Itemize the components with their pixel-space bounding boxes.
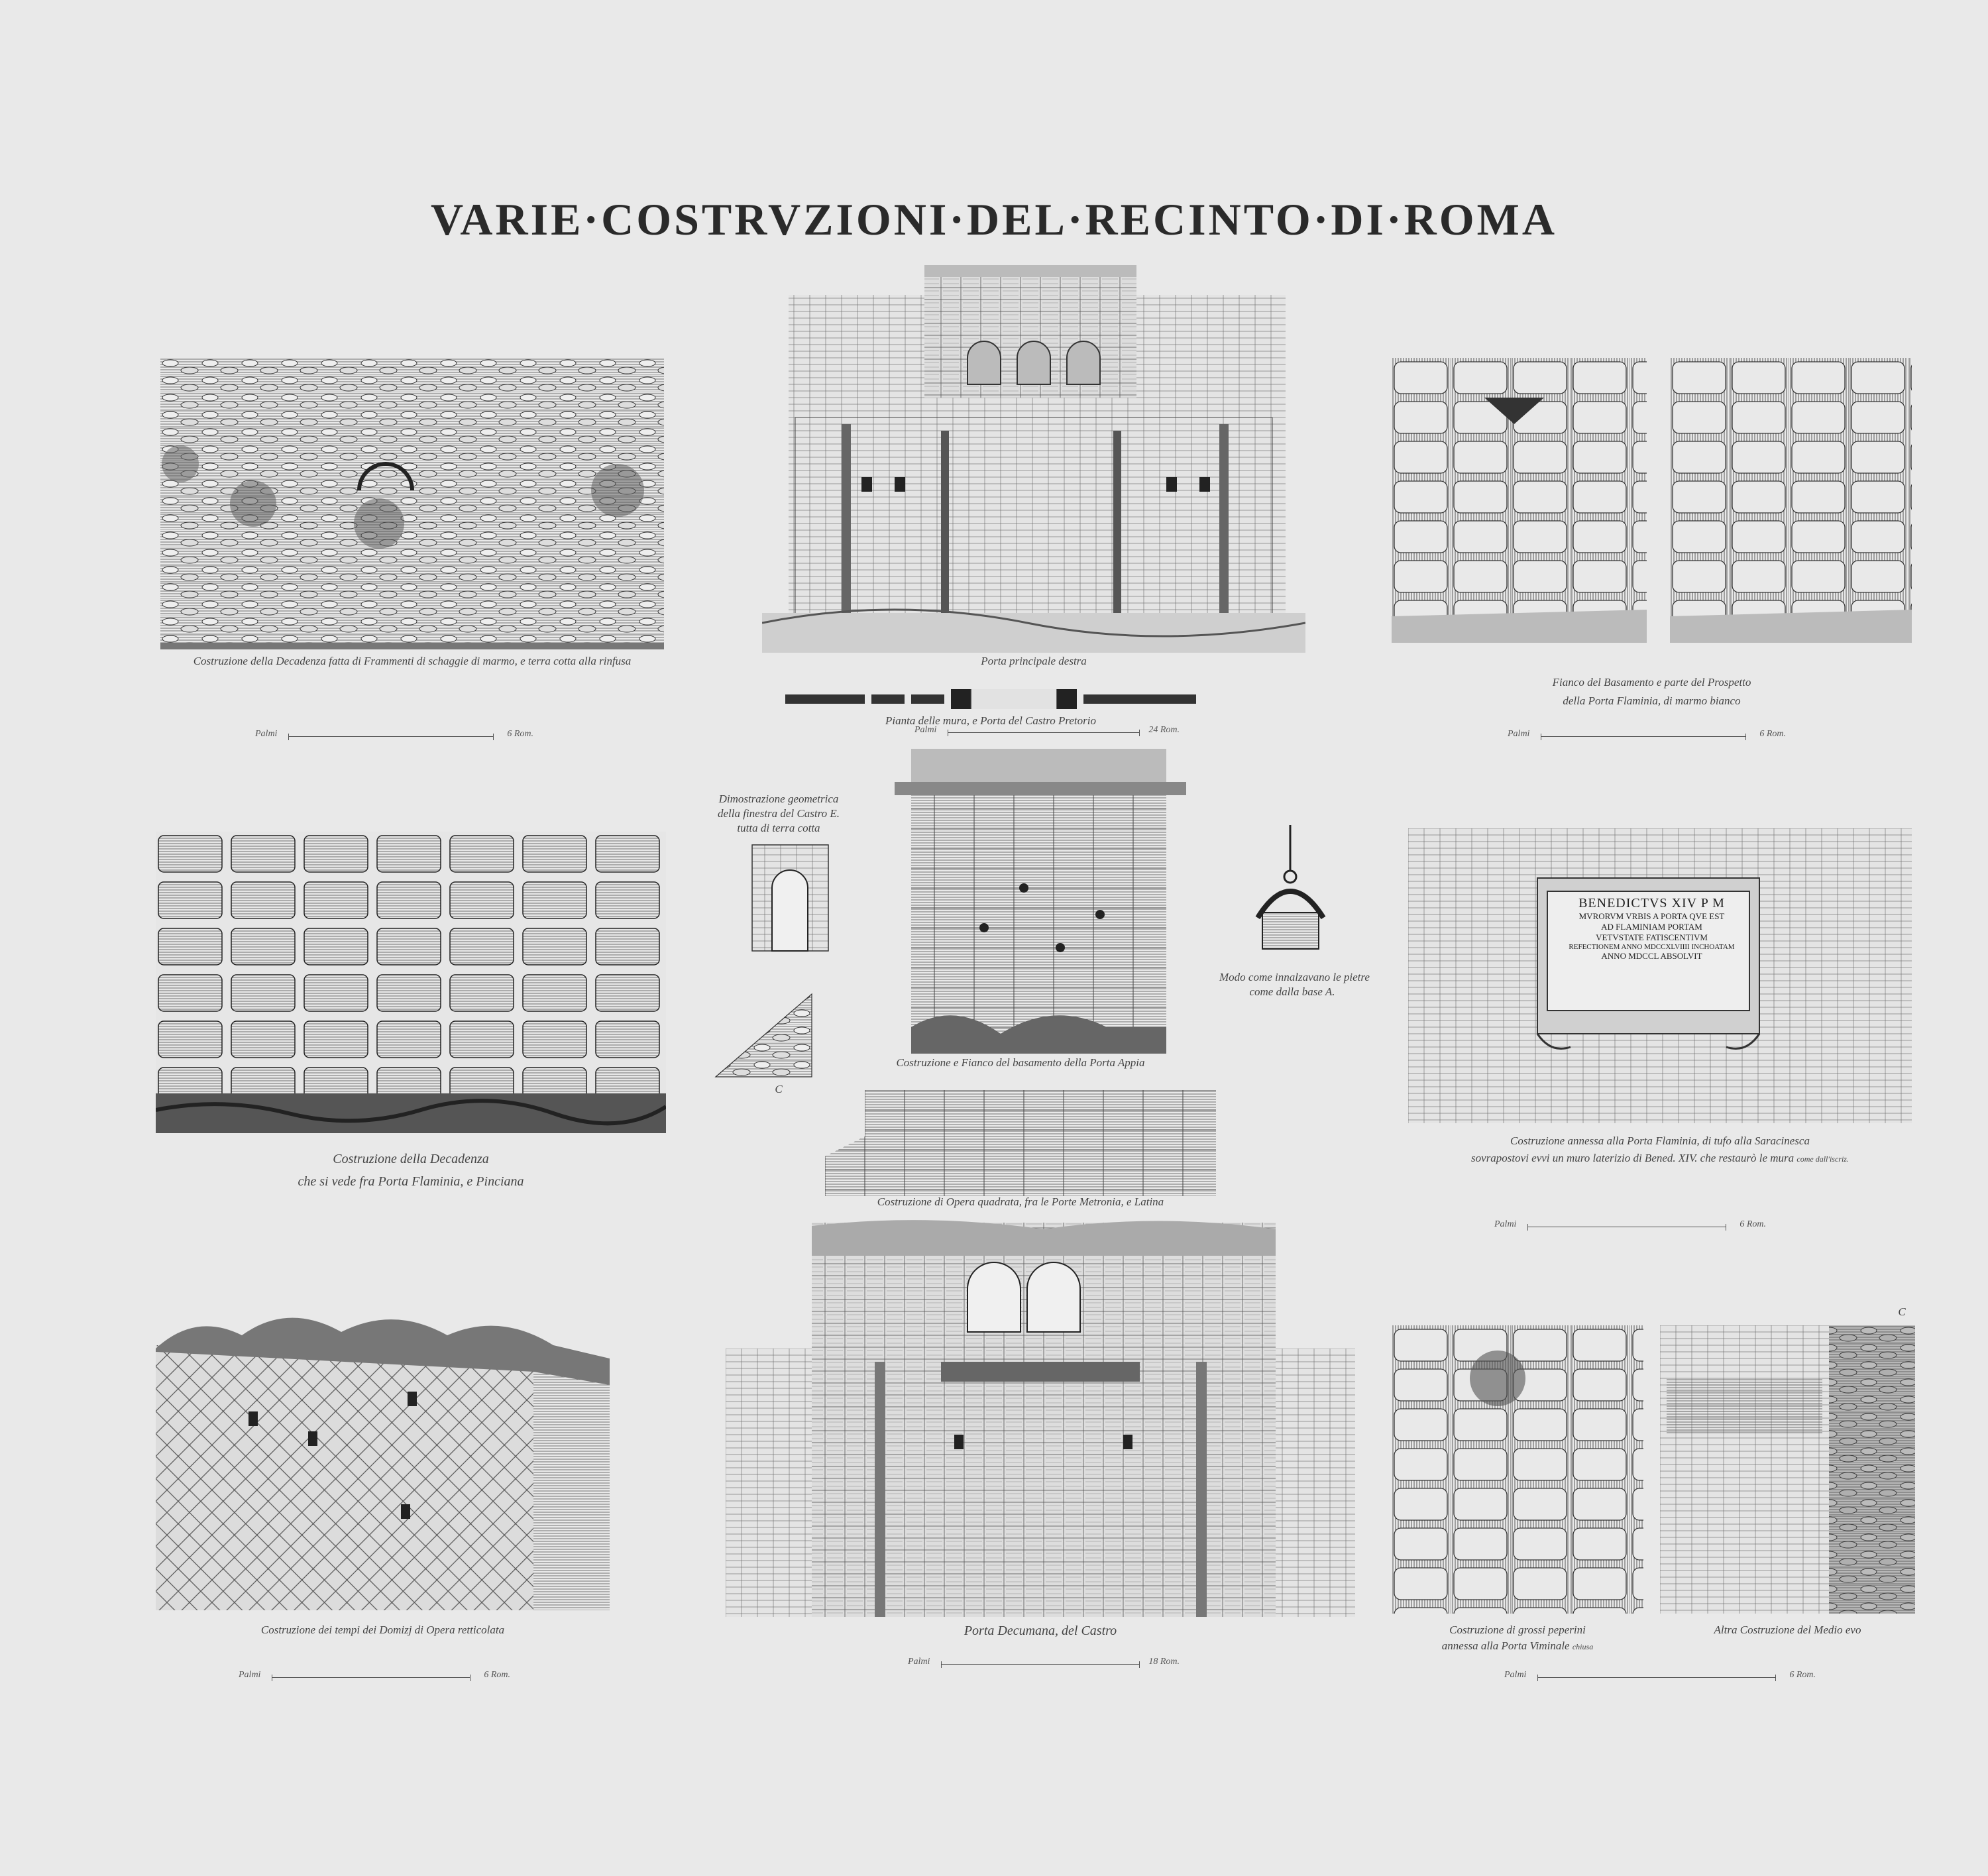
caption-mid-right-2-main: sovrapostovi evvi un muro laterizio di Bened. XIV. che restaurò le mura xyxy=(1471,1152,1795,1164)
drawing-porta-appia xyxy=(855,749,1186,1054)
caption-top-center: Porta principale destra xyxy=(981,655,1087,667)
inscription-block xyxy=(1554,896,1749,962)
drawing-arch-window xyxy=(749,842,832,954)
drawing-medio-evo xyxy=(1660,1325,1915,1614)
inscription-line-6: ANNO MDCCL ABSOLVIT xyxy=(1601,951,1702,961)
inscription-line-1: BENEDICTVS XIV P M xyxy=(1578,896,1725,910)
caption-porta-appia: Costruzione e Fianco del basamento della Porta Appia xyxy=(896,1056,1145,1069)
caption-bottom-right-2: Altra Costruzione del Medio evo xyxy=(1714,1624,1861,1636)
drawing-fragment xyxy=(712,991,815,1080)
caption-inset-1: Dimostrazione geometrica xyxy=(718,793,839,805)
drawing-opera-quadrata xyxy=(825,1090,1216,1196)
scale-bar-2: Palmi 24 Rom. xyxy=(914,725,1180,735)
caption-bottom-left: Costruzione dei tempi dei Domizj di Opera retticolata xyxy=(260,1624,505,1636)
scale-bar-5: Palmi 6 Rom. xyxy=(239,1670,510,1680)
inscription-line-2: MVRORVM VRBIS A PORTA QVE EST xyxy=(1578,911,1725,921)
drawing-basamento-right xyxy=(1670,358,1912,643)
inscription-line-4: VETVSTATE FATISCENTIVM xyxy=(1596,932,1708,942)
caption-mid-left-2: che si vede fra Porta Flaminia, e Pinciana xyxy=(298,1174,524,1189)
caption-mid-left-1: Costruzione della Decadenza xyxy=(333,1152,489,1166)
drawing-lifting-tool xyxy=(1246,825,1335,954)
caption-bottom-right-1b-tail: chiusa xyxy=(1572,1642,1594,1651)
drawing-peperini xyxy=(1392,1325,1643,1614)
drawing-basamento-left xyxy=(1392,358,1647,643)
caption-plan: Pianta delle mura, e Porta del Castro Pretorio xyxy=(885,714,1096,727)
drawing-porta-principale xyxy=(762,252,1305,653)
caption-bottom-center: Porta Decumana, del Castro xyxy=(964,1624,1117,1638)
caption-bottom-right-1b-main: annessa alla Porta Viminale xyxy=(1441,1639,1570,1652)
inscription-line-3: AD FLAMINIAM PORTAM xyxy=(1601,922,1702,932)
caption-top-right-1: Fianco del Basamento e parte del Prospetto xyxy=(1552,676,1751,689)
caption-tool-1: Modo come innalzavano le pietre xyxy=(1219,971,1370,983)
caption-opera-quadrata: Costruzione di Opera quadrata, fra le Porte Metronia, e Latina xyxy=(877,1195,1164,1208)
caption-bottom-right-letter: C xyxy=(1898,1305,1906,1318)
caption-bottom-right-1b xyxy=(1392,1639,1643,1653)
caption-tool-2: come dalla base A. xyxy=(1249,985,1335,998)
caption-inset-2: della finestra del Castro E. xyxy=(717,807,840,820)
drawing-porta-decumana xyxy=(726,1216,1355,1617)
caption-inset-letter: C xyxy=(775,1083,783,1095)
caption-inset-3: tutta di terra cotta xyxy=(737,822,820,834)
caption-mid-right-1: Costruzione annessa alla Porta Flaminia, di tufo alla Saracinesca xyxy=(1510,1134,1810,1147)
scale-bar-7: Palmi 6 Rom. xyxy=(1504,1670,1816,1680)
scale-bar-3: Palmi 6 Rom. xyxy=(1508,729,1786,739)
drawing-decadenza-wall xyxy=(156,832,666,1133)
plate-title: VARIE·COSTRVZIONI·DEL·RECINTO·DI·ROMA xyxy=(431,194,1557,245)
scale-bar-1: Palmi 6 Rom. xyxy=(255,729,533,739)
drawing-flaminia-inscription-wall xyxy=(1408,828,1912,1123)
caption-mid-right-2-tail: come dall'iscriz. xyxy=(1796,1154,1849,1164)
caption-top-right-2: della Porta Flaminia, di marmo bianco xyxy=(1563,694,1741,707)
inscription-line-5: REFECTIONEM ANNO MDCCXLVIIII INCHOATAM xyxy=(1569,943,1735,951)
caption-top-left: Costruzione della Decadenza fatta di Frammenti di schaggie di marmo, e terra cotta alla rinfusa xyxy=(193,655,632,667)
drawing-opus-reticulatum xyxy=(156,1299,610,1610)
caption-bottom-right-1a: Costruzione di grossi peperini xyxy=(1449,1624,1586,1636)
drawing-rubble-wall xyxy=(160,358,664,649)
plan-strip xyxy=(785,689,1196,709)
caption-mid-right-2 xyxy=(1408,1152,1912,1165)
scale-bar-4: Palmi 6 Rom. xyxy=(1494,1219,1766,1229)
scale-bar-6: Palmi 18 Rom. xyxy=(908,1657,1180,1667)
